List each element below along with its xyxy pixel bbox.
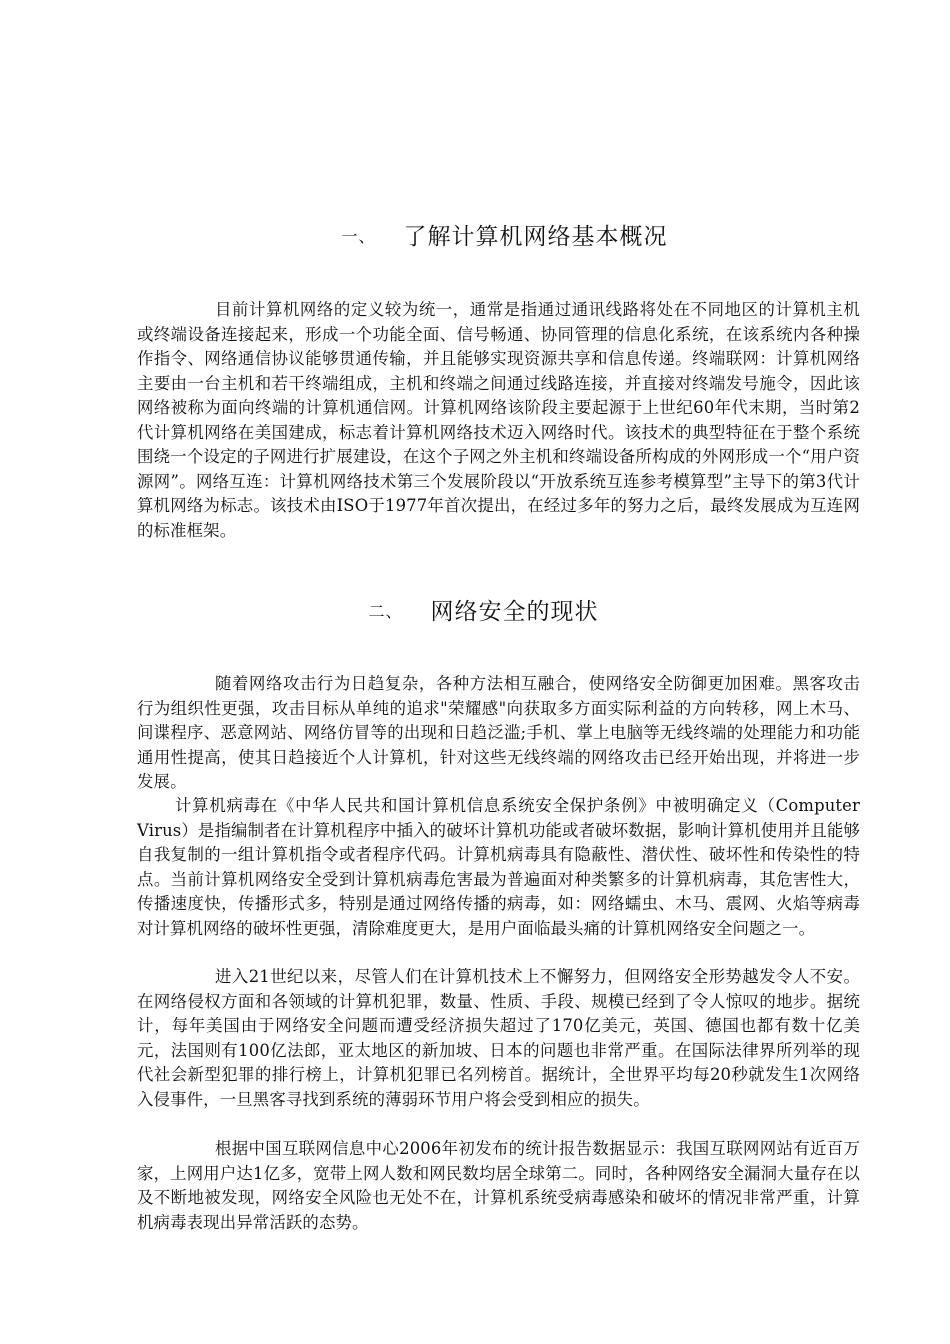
paragraph: 进入21世纪以来，尽管人们在计算机技术上不懈努力，但网络安全形势越发令人不安。在网络侵权方面和各领域的计算机犯罪，数量、性质、手段、规模已经到了令人惊叹的地步。据统计，每年美国由于网络安全问题而遭受经济损失超过了170亿美元，英国、德国也都有数十亿美元，法国则有100亿法郎，亚太地区的新加坡、日本的问题也非常严重。在国际法律界所列举的现代社会新型犯罪的排行榜上，计算机犯罪已名列榜首。据统计，全世界平均每20秒就发生1次网络入侵事件，一旦黑客寻找到系统的薄弱环节用户将会受到相应的损失。 [137, 967, 860, 1109]
paragraph: 根据中国互联网信息中心2006年初发布的统计报告数据显示：我国互联网网站有近百万家，上网用户达1亿多，宽带上网人数和网民数均居全球第二。同时，各种网络安全漏洞大量存在以及不断地被发现，网络安全风险也无处不在，计算机系统受病毒感染和破坏的情况非常严重，计算机病毒表现出异常活跃的态势。 [137, 1139, 860, 1232]
paragraph: 目前计算机网络的定义较为统一，通常是指通过通讯线路将处在不同地区的计算机主机或终端设备连接起来，形成一个功能全面、信号畅通、协同管理的信息化系统，在该系统内各种操作指令、网络通信协议能够贯通传输，并且能够实现资源共享和信息传递。终端联网：计算机网络主要由一台主机和若干终端组成，主机和终端之间通过线路连接，并直接对终端发号施令，因此该网络被称为面向终端的计算机通信网。计算机网络该阶段主要起源于上世纪60年代末期，当时第2代计算机网络在美国建成，标志着计算机网络技术迈入网络时代。该技术的典型特征在于整个系统围绕一个设定的子网进行扩展建设，在这个子网之外主机和终端设备所构成的外网形成一个“用户资源网”。网络互连：计算机网络技术第三个发展阶段以“开放系统互连参考模算型”主导下的第3代计算机网络为标志。该技术由ISO于1977年首次提出，在经过多年的努力之后，最终发展成为互连网的标准框架。 [137, 300, 860, 540]
paragraph: 计算机病毒在《中华人民共和国计算机信息系统安全保护条例》中被明确定义（Computer Virus）是指编制者在计算机程序中插入的破坏计算机功能或者破坏数据，影响计算机使用并且能够自我复制的一组计算机指令或者程序代码。计算机病毒具有隐蔽性、潜伏性、破坏性和传染性的特点。当前计算机网络安全受到计算机病毒危害最为普遍面对种类繁多的计算机病毒，其危害性大，传播速度快，传播形式多，特别是通过网络传播的病毒，如：网络蠕虫、木马、震网、火焰等病毒对计算机网络的破坏性更强，清除难度更大，是用户面临最头痛的计算机网络安全问题之一。 [137, 796, 860, 938]
section-number: 二、 [368, 602, 403, 621]
section-heading-1 [143, 218, 866, 251]
section-number: 一、 [341, 227, 376, 246]
paragraph: 随着网络攻击行为日趋复杂，各种方法相互融合，使网络安全防御更加困难。黑客攻击行为组织性更强，攻击目标从单纯的追求"荣耀感"向获取多方面实际利益的方向转移，网上木马、间谍程序、恶意网站、网络仿冒等的出现和日趋泛滥;手机、掌上电脑等无线终端的处理能力和功能通用性提高，使其日趋接近个人计算机，针对这些无线终端的网络攻击已经开始出现，并将进一步发展。 [137, 674, 860, 791]
section-heading-2 [122, 593, 845, 626]
section-title: 了解计算机网络基本概况 [403, 224, 668, 250]
section-title: 网络安全的现状 [430, 599, 599, 625]
